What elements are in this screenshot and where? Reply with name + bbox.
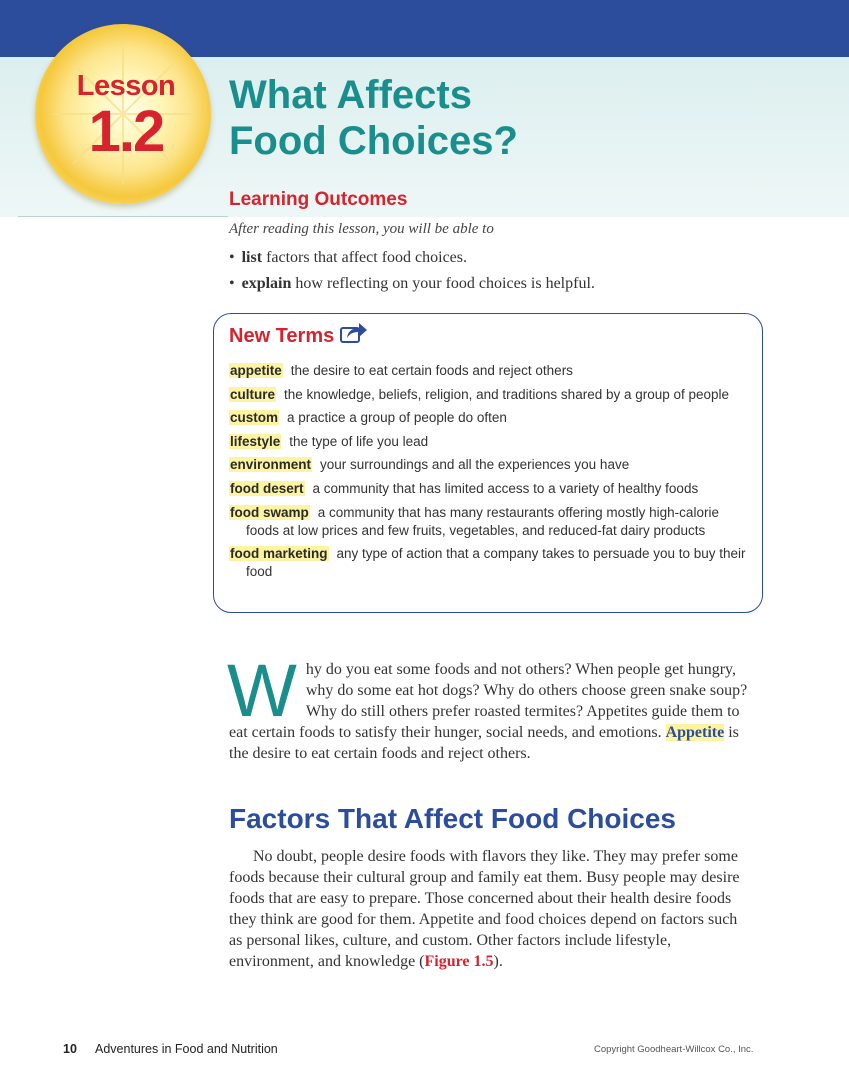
term-definition: the type of life you lead	[289, 433, 429, 449]
section-heading: Factors That Affect Food Choices	[229, 803, 677, 834]
term-entry	[229, 480, 754, 498]
section-paragraph	[229, 846, 753, 972]
header-divider	[18, 216, 228, 217]
term-definition: any type of action that a company takes to persuade you to buy their food	[246, 546, 746, 580]
term-definition: a community that has many restaurants offering mostly high-calorie foods at low prices and few fruits, vegetables, and reduced-fat dairy products	[246, 504, 719, 538]
new-terms-heading: New Terms	[229, 325, 335, 347]
term-entry	[229, 409, 754, 427]
lesson-number: 1.2	[88, 99, 164, 164]
figure-reference-link[interactable]: Figure 1.5	[424, 953, 494, 970]
term-definition: your surroundings and all the experiences you have	[320, 457, 630, 473]
term-entry	[229, 456, 754, 474]
book-title: Adventures in Food and Nutrition	[95, 1042, 278, 1056]
outcome-text: factors that affect food choices.	[262, 249, 468, 266]
outcome-verb: list	[241, 249, 263, 266]
term-word: lifestyle	[230, 433, 281, 449]
section-text-before: No doubt, people desire foods with flavors they like. They may prefer some foods because their cultural group and family eat them. Busy people may desire foods that are easy to prepare. Those concerned about their health desire foods they think are good for them. Appetite and food choices depend on factors such as personal likes, culture, and custom. Other factors include lifestyle, environment, and knowledge (	[229, 848, 740, 970]
page-title	[229, 72, 518, 164]
term-word: appetite	[230, 363, 282, 378]
term-entry	[229, 545, 754, 581]
title-line-2: Food Choices?	[229, 119, 518, 163]
page-number: 10	[63, 1042, 77, 1056]
drop-cap: W	[227, 649, 297, 732]
section-text-after: ).	[493, 953, 503, 970]
learning-outcomes-heading: Learning Outcomes	[229, 189, 408, 210]
copyright-notice: Copyright Goodheart-Willcox Co., Inc.	[594, 1044, 754, 1055]
term-word: food swamp	[230, 504, 309, 520]
term-definition: a community that has limited access to a variety of healthy foods	[312, 480, 699, 496]
term-entry	[229, 362, 754, 380]
outcome-item	[229, 271, 595, 297]
term-entry	[229, 504, 754, 540]
term-word: environment	[230, 457, 312, 473]
term-entry	[229, 386, 754, 404]
outcome-item	[229, 245, 595, 271]
intro-text-before: hy do you eat some foods and not others? When people get hungry, why do some eat hot dogs? Why do others choose green snake soup? Why do still others prefer roasted termites? Appetites guide them to eat certain foods to satisfy their hunger, social needs, and emotions.	[229, 661, 748, 741]
term-definition: the desire to eat certain foods and reject others	[290, 363, 573, 378]
outcome-text: how reflecting on your food choices is helpful.	[291, 275, 595, 292]
term-definition: a practice a group of people do often	[287, 410, 507, 426]
outcome-verb: explain	[241, 275, 292, 292]
share-icon[interactable]	[339, 320, 369, 346]
learning-outcomes-list	[229, 245, 595, 297]
intro-text-after: is the desire to eat certain foods and reject others.	[229, 724, 739, 762]
term-entry	[229, 433, 754, 451]
new-terms-list	[229, 362, 754, 587]
appetite-term-highlight[interactable]: Appetite	[665, 724, 725, 741]
learning-outcomes-intro: After reading this lesson, you will be able to	[229, 221, 494, 237]
title-line-1: What Affects	[229, 73, 472, 117]
term-word: culture	[230, 386, 276, 402]
term-word: food marketing	[230, 546, 328, 562]
term-definition: the knowledge, beliefs, religion, and traditions shared by a group of people	[284, 386, 730, 402]
intro-paragraph	[227, 649, 751, 764]
term-word: custom	[230, 410, 279, 426]
term-word: food desert	[230, 480, 304, 496]
lesson-label: Lesson	[76, 70, 176, 102]
